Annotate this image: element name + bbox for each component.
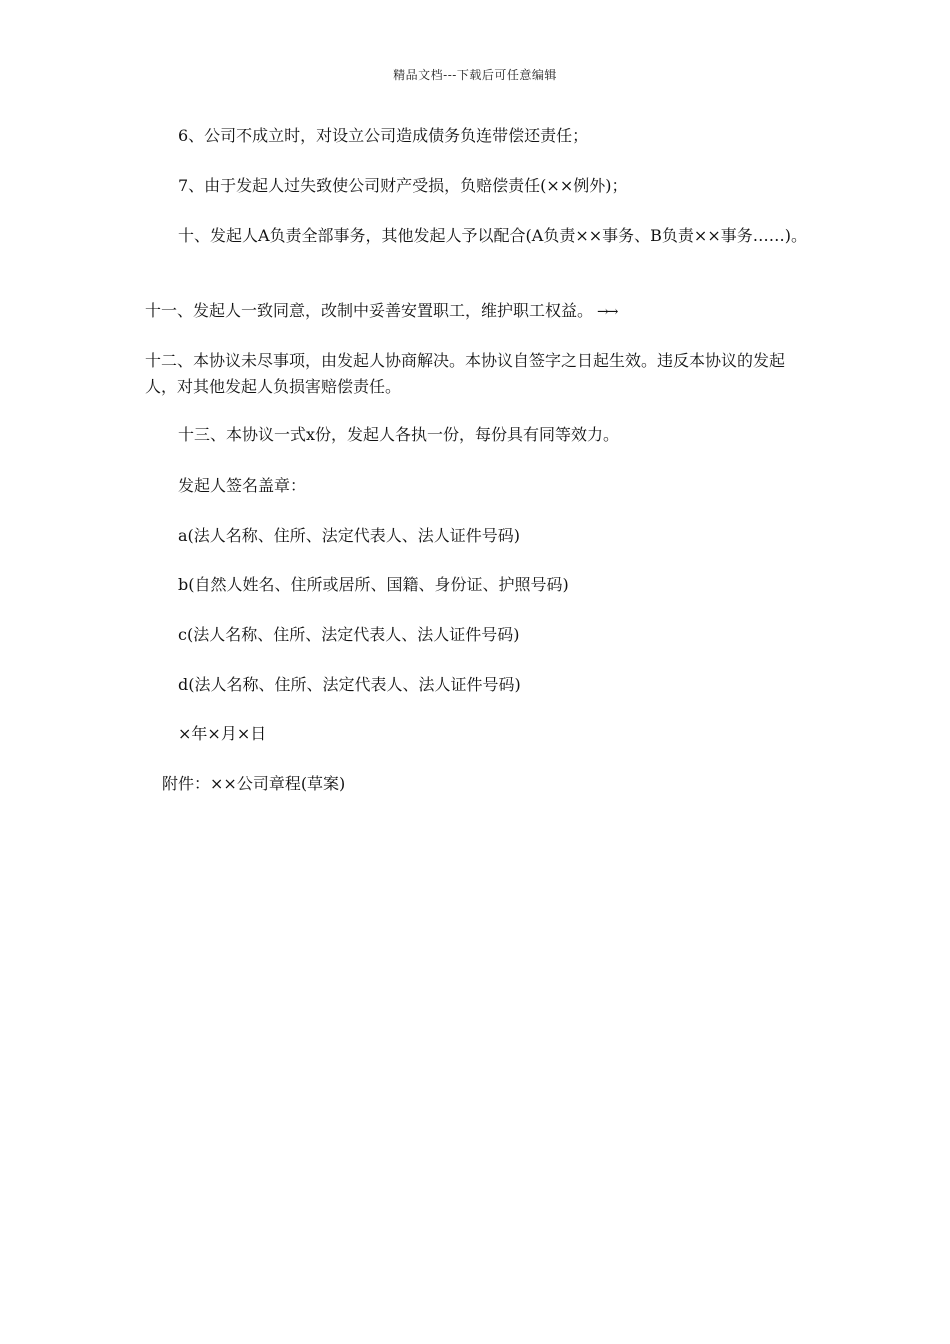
clause-11-text: 十一、发起人一致同意，改制中妥善安置职工，维护职工权益。 [145, 301, 594, 320]
clause-13: 十三、本协议一式x份，发起人各执一份，每份具有同等效力。 [178, 425, 620, 444]
clause-11 [145, 298, 616, 325]
clause-12: 十二、本协议未尽事项，由发起人协商解决。本协议自签字之日起生效。违反本协议的发起人，对其他发起人负损害赔偿责任。 [145, 351, 786, 396]
signature-heading: 发起人签名盖章： [178, 476, 307, 495]
signatory-c: c(法人名称、住所、法定代表人、法人证件号码) [178, 625, 520, 644]
arrow-icon: →→ [597, 304, 617, 320]
date-line: ×年×月×日 [178, 724, 267, 743]
clause-6: 6、公司不成立时，对设立公司造成债务负连带偿还责任； [178, 126, 589, 145]
signatory-d: d(法人名称、住所、法定代表人、法人证件号码) [178, 675, 521, 694]
clause-10: 十、发起人A负责全部事务，其他发起人予以配合(A负责××事务、B负责××事务……)。 [178, 226, 807, 245]
page-header: 精品文档---下载后可任意编辑 [393, 68, 557, 82]
clause-7: 7、由于发起人过失致使公司财产受损，负赔偿责任(××例外)； [178, 176, 628, 195]
signatory-b: b(自然人姓名、住所或居所、国籍、身份证、护照号码) [178, 575, 569, 594]
signatory-a: a(法人名称、住所、法定代表人、法人证件号码) [178, 526, 521, 545]
attachment-line: 附件：××公司章程(草案) [162, 774, 346, 793]
